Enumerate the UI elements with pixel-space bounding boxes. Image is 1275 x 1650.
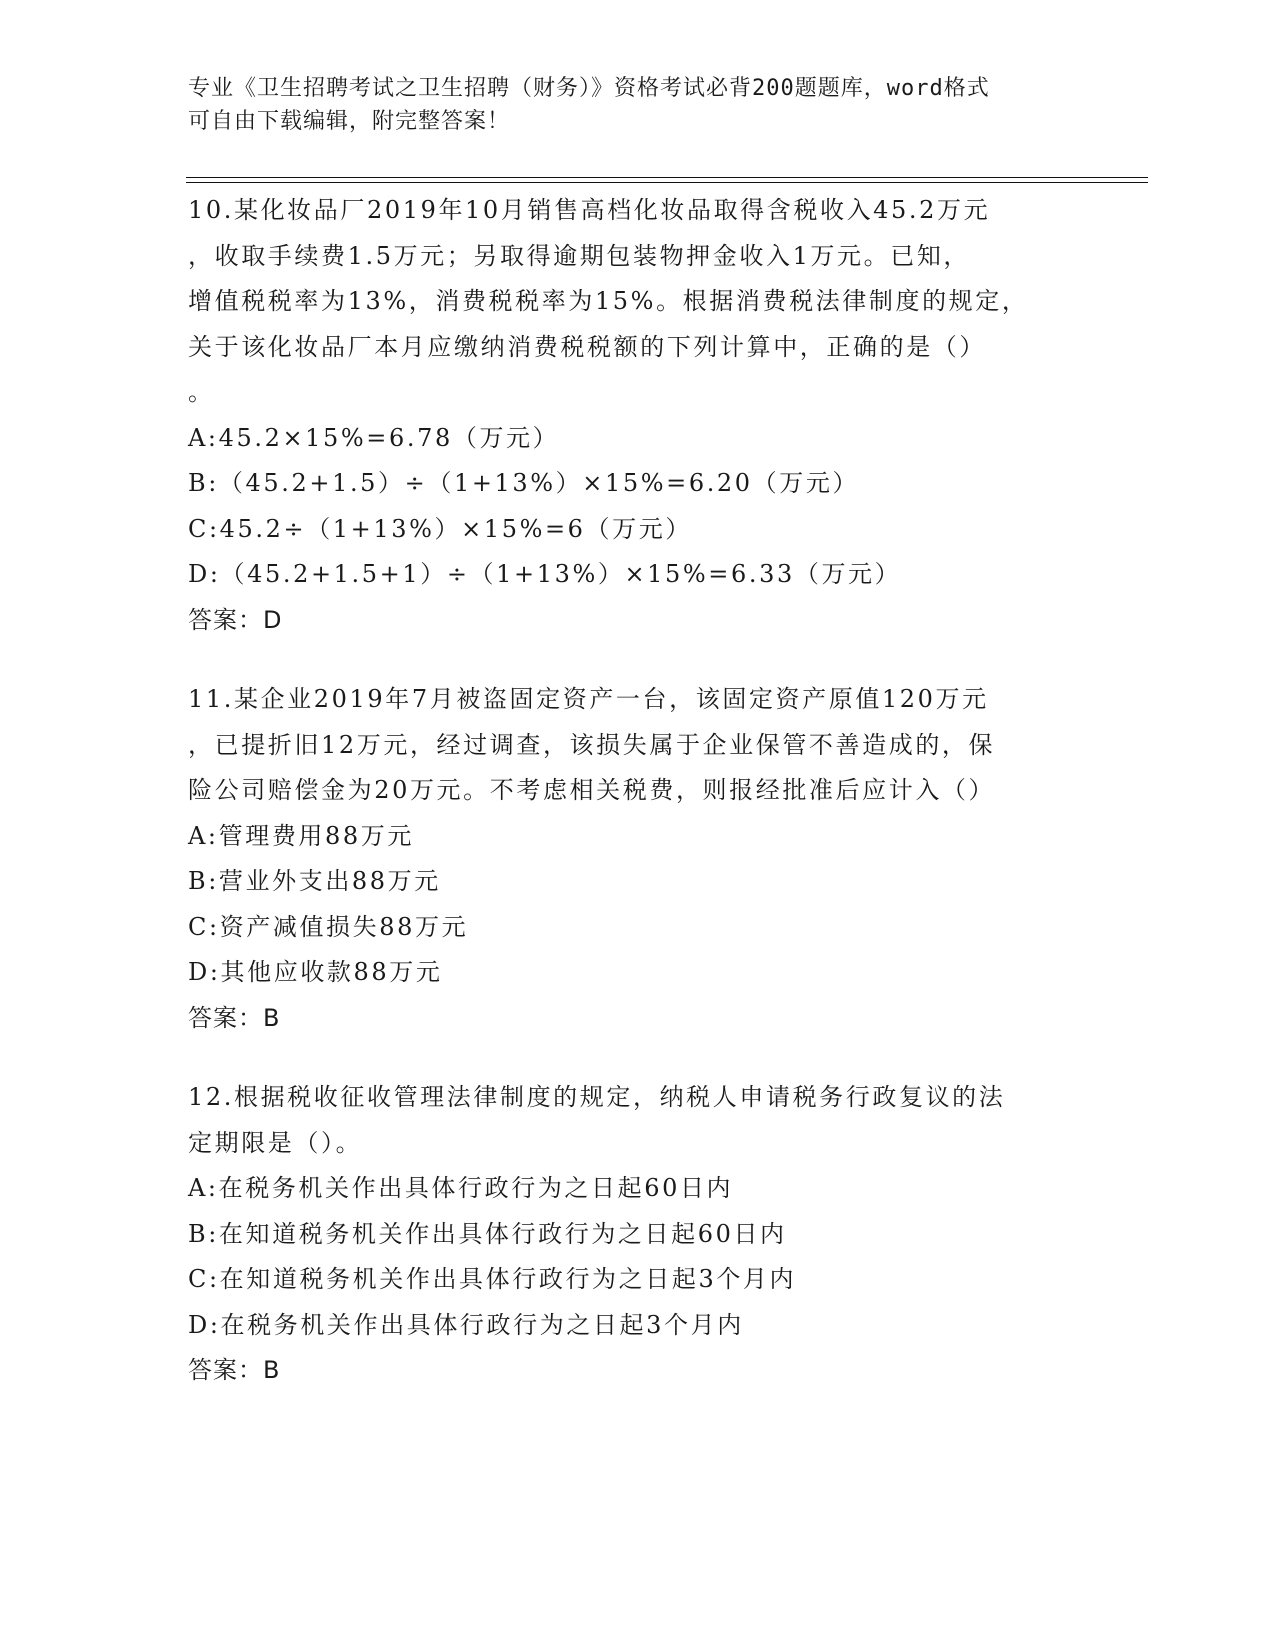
answer-label: 答案：D [188,605,283,634]
question-10 [188,188,1078,643]
option-b: B:（45.2+1.5）÷（1+13%）×15%=6.20（万元） [188,469,860,497]
stem-line: ，收取手续费1.5万元；另取得逾期包装物押金收入1万元。已知， [188,241,971,270]
option-a: A:45.2×15%=6.78（万元） [188,423,560,452]
option-c: C:45.2÷（1+13%）×15%=6（万元） [188,514,692,543]
option-a: A:管理费用88万元 [188,821,414,850]
question-list [188,188,1078,1428]
question-stem [188,677,1078,814]
option-a: A:在税务机关作出具体行政行为之日起60日内 [188,1174,734,1202]
stem-line: 增值税税率为13%，消费税税率为15%。根据消费税法律制度的规定， [188,287,1029,315]
header-line-1: 专业《卫生招聘考试之卫生招聘（财务）》资格考试必背200题题库，word格式 [188,76,990,101]
stem-line: 10.某化妆品厂2019年10月销售高档化妆品取得含税收入45.2万元 [188,196,991,224]
stem-line: 12.根据税收征收管理法律制度的规定，纳税人申请税务行政复议的法 [188,1083,1006,1111]
answer-label: 答案：B [188,1003,281,1032]
answer-label: 答案：B [188,1356,281,1384]
question-stem [188,1075,1078,1166]
stem-line: 险公司赔偿金为20万元。不考虑相关税费，则报经批准后应计入（） [188,776,996,804]
stem-line: 关于该化妆品厂本月应缴纳消费税税额的下列计算中，正确的是（） [188,332,986,361]
question-11 [188,677,1078,1041]
header-divider-top [186,177,1148,178]
option-c: C:资产减值损失88万元 [188,912,469,941]
option-b: B:营业外支出88万元 [188,867,441,895]
stem-line: 。 [188,378,215,406]
option-b: B:在知道税务机关作出具体行政行为之日起60日内 [188,1219,787,1248]
question-12 [188,1075,1078,1394]
option-d: D:在税务机关作出具体行政行为之日起3个月内 [188,1310,744,1339]
header-divider-bottom [186,182,1148,183]
question-stem [188,188,1078,416]
option-c: C:在知道税务机关作出具体行政行为之日起3个月内 [188,1265,797,1293]
header-line-2: 可自由下载编辑，附完整答案！ [188,109,511,134]
option-d: D:（45.2+1.5+1）÷（1+13%）×15%=6.33（万元） [188,560,902,588]
option-d: D:其他应收款88万元 [188,958,443,986]
stem-line: 11.某企业2019年7月被盗固定资产一台，该固定资产原值120万元 [188,685,989,713]
stem-line: ，已提折旧12万元，经过调查，该损失属于企业保管不善造成的，保 [188,730,996,759]
stem-line: 定期限是（）。 [188,1128,363,1157]
document-header [188,72,1088,138]
